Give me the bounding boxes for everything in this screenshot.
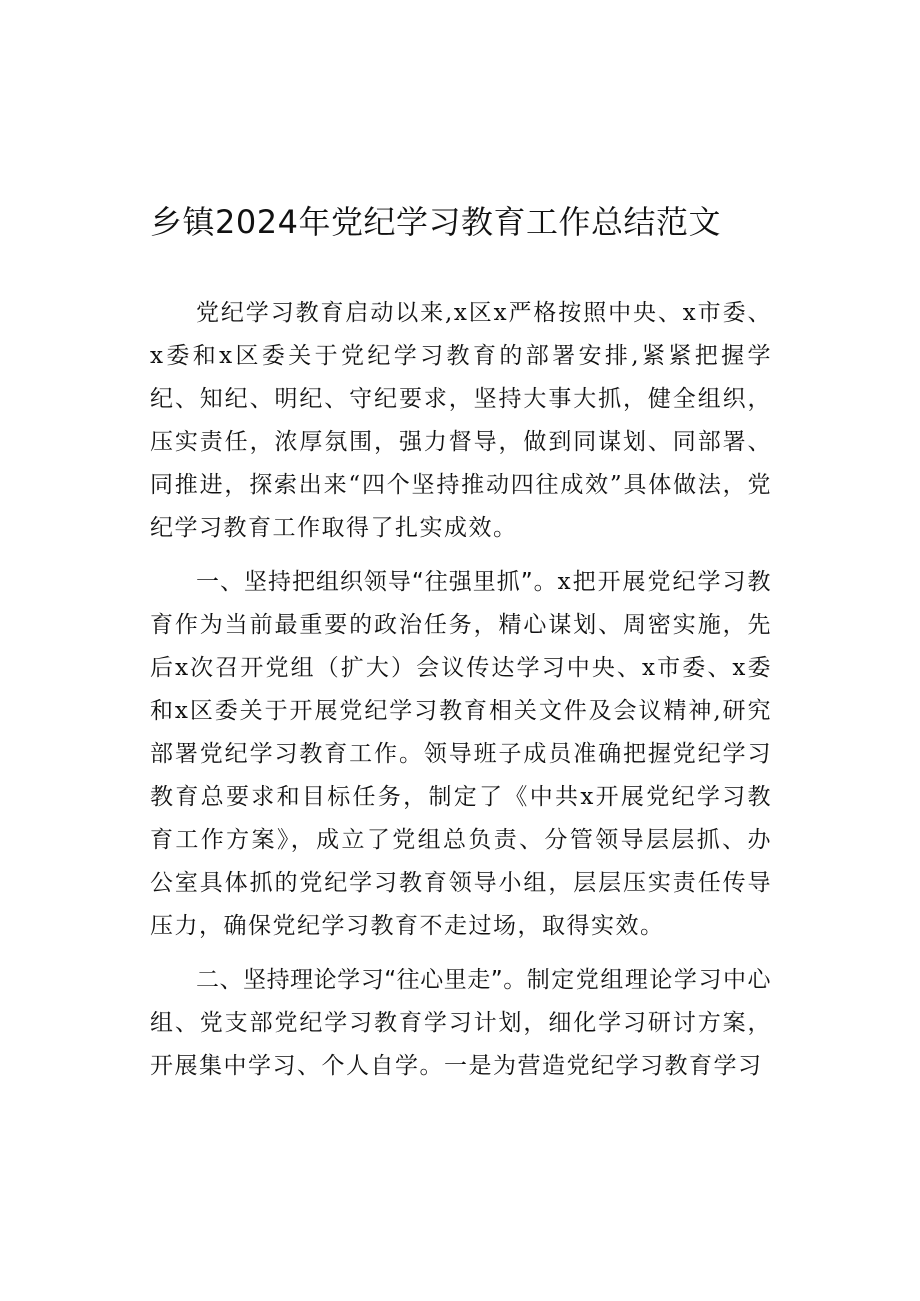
- document-title: 乡镇2024年党纪学习教育工作总结范文: [150, 203, 721, 241]
- section-one-heading: 一、坚持把组织领导“往强里抓”。: [196, 569, 558, 595]
- section-one-paragraph: [150, 561, 772, 948]
- document-body: [150, 292, 772, 1088]
- section-one-text: x把开展党纪学习教育作为当前最重要的政治任务，精心谋划、周密实施，先后x次召开党组（扩大）会议传达学习中央、x市委、x委和x区委关于开展党纪学习教育相关文件及会议精神,研究部署党纪学习教育工作。领导班子成员准确把握党纪学习教育总要求和目标任务，制定了《中共x开展党纪学习教育工作方案》，成立了党组总负责、分管领导层层抓、办公室具体抓的党纪学习教育领导小组，层层压实责任传导压力，确保党纪学习教育不走过场，取得实效。: [150, 569, 772, 939]
- section-two-text: 制定党组理论学习中心组、党支部党纪学习教育学习计划，细化学习研讨方案，开展集中学习、个人自学。一是为营造党纪学习教育学习: [150, 967, 772, 1079]
- section-two-heading: 二、坚持理论学习“往心里走”。: [196, 967, 527, 993]
- paragraph-text: 党纪学习教育启动以来,x区x严格按照中央、x市委、x委和x区委关于党纪学习教育的部署安排,紧紧把握学纪、知纪、明纪、守纪要求，坚持大事大抓，健全组织，压实责任，浓厚氛围，强力督导，做到同谋划、同部署、同推进，探索出来“四个坚持推动四往成效”具体做法，党纪学习教育工作取得了扎实成效。: [150, 300, 772, 541]
- intro-paragraph: [150, 292, 772, 550]
- section-two-paragraph: [150, 959, 772, 1088]
